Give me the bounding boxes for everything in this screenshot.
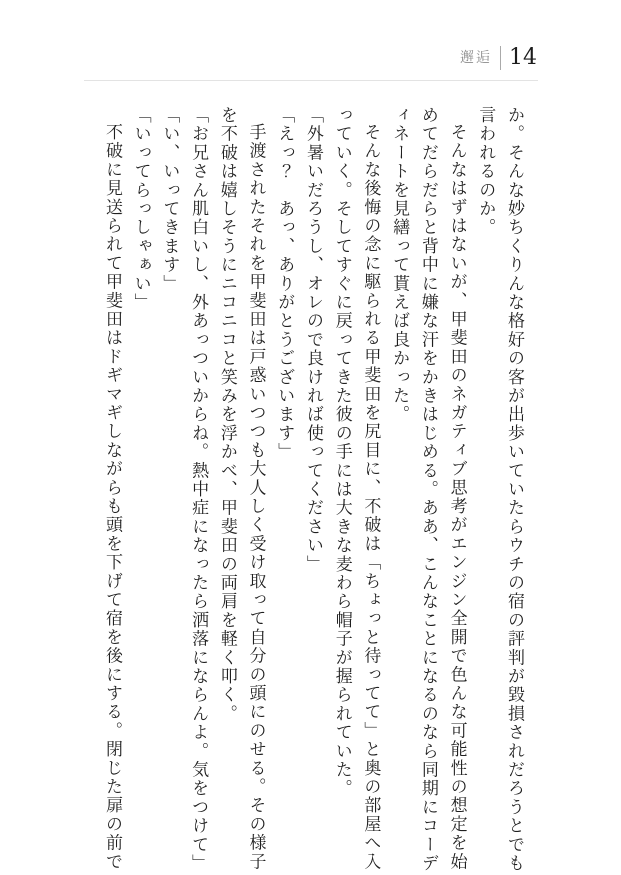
body-text [97, 106, 528, 874]
paragraph: 手渡されたそれを甲斐田は戸惑いつつも大人しく受け取って自分の頭にのせる。その様子を不破は嬉しそうにニコニコと笑みを浮かべ、甲斐田の両肩を軽く叩く。 [216, 106, 266, 871]
paragraph: 「お兄さん肌白いし、外あっついからね。熱中症になったら洒落にならんよ。気をつけて」 [188, 106, 209, 873]
paragraph: 「外暑いだろうし、オレので良ければ使ってください」 [302, 106, 323, 574]
paragraph: そんな後悔の念に駆られる甲斐田を尻目に、不破は「ちょっと待ってて」と奥の部屋へ入っていく。そしてすぐに戻ってきた彼の手には大きな麦わら帽子が握られていた。 [331, 106, 381, 871]
paragraph: そんなはずはないが、甲斐田のネガティブ思考がエンジン全開で色んな可能性の想定を始めてだらだらと背中に嫌な汗をかきはじめる。ああ、こんなことになるのなら同期にコーディネートを見繕って貰えば良かった。 [389, 106, 467, 873]
paragraph: 「えっ？ あっ、ありがとうございます」 [274, 106, 295, 462]
page-number: 14 [509, 45, 537, 70]
paragraph: 不破に見送られて甲斐田はドギマギしながらも頭を下げて宿を後にする。閉じた扉の前で [101, 123, 122, 871]
header-divider [500, 46, 501, 70]
paragraph: 「いってらっしゃぁい」 [130, 106, 151, 312]
page-header [460, 46, 537, 70]
paragraph: か。そんな妙ちくりんな格好の客が出歩いていたらウチの宿の評判が毀損されだろうとでも言われるのか。 [475, 106, 524, 873]
chapter-title: 邂逅 [460, 50, 492, 66]
header-rule [84, 80, 538, 81]
paragraph: 「い、いってきます」 [159, 106, 180, 293]
